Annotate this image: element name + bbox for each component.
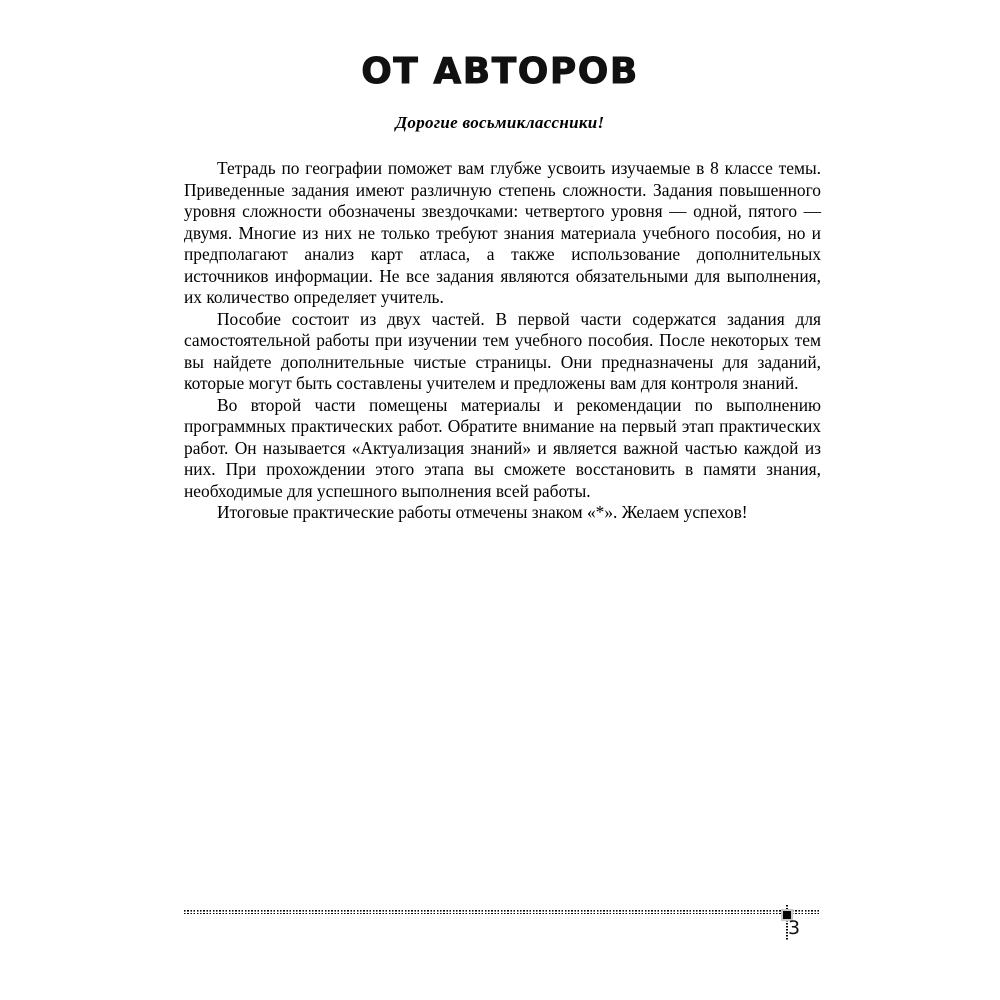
page-title: ОТ АВТОРОВ xyxy=(361,51,639,92)
paragraph: Итоговые практические работы отмечены знаком «*». Желаем успехов! xyxy=(217,502,748,522)
page-footer xyxy=(184,905,821,955)
body-text-column xyxy=(184,158,821,524)
page-number: 3 xyxy=(788,917,801,939)
footer-divider-rule xyxy=(184,910,821,914)
page-subtitle: Дорогие восьмиклассники! xyxy=(395,113,605,132)
paragraph: Пособие состоит из двух частей. В первой части содержатся задания для самостоятельной работы при изучении тем учебного пособия. После некоторых тем вы найдете дополнительные чистые страницы. Они предназначены для заданий, которые могут быть составлены учителем и предложены вам для контроля знаний. xyxy=(184,308,821,393)
paragraph: Во второй части помещены материалы и рекомендации по выполнению программных практических работ. Обратите внимание на первый этап практических работ. Он называется «Актуализация знаний» и является важной частью каждой из них. При прохождении этого этапа вы сможете восстановить в памяти знания, необходимые для успешного выполнения всей работы. xyxy=(184,394,821,501)
paragraph: Тетрадь по географии поможет вам глубже усвоить изучаемые в 8 классе темы. Приведенные задания имеют различную степень сложности. Задания повышенного уровня сложности обозначены звездочками: четвертого уровня — одной, пятого — двумя. Многие из них не только требуют знания материала учебного пособия, но и предполагают анализ карт атласа, а также использование дополнительных источников информации. Не все задания являются обязательными для выполнения, их количество определяет учитель. xyxy=(184,158,821,307)
